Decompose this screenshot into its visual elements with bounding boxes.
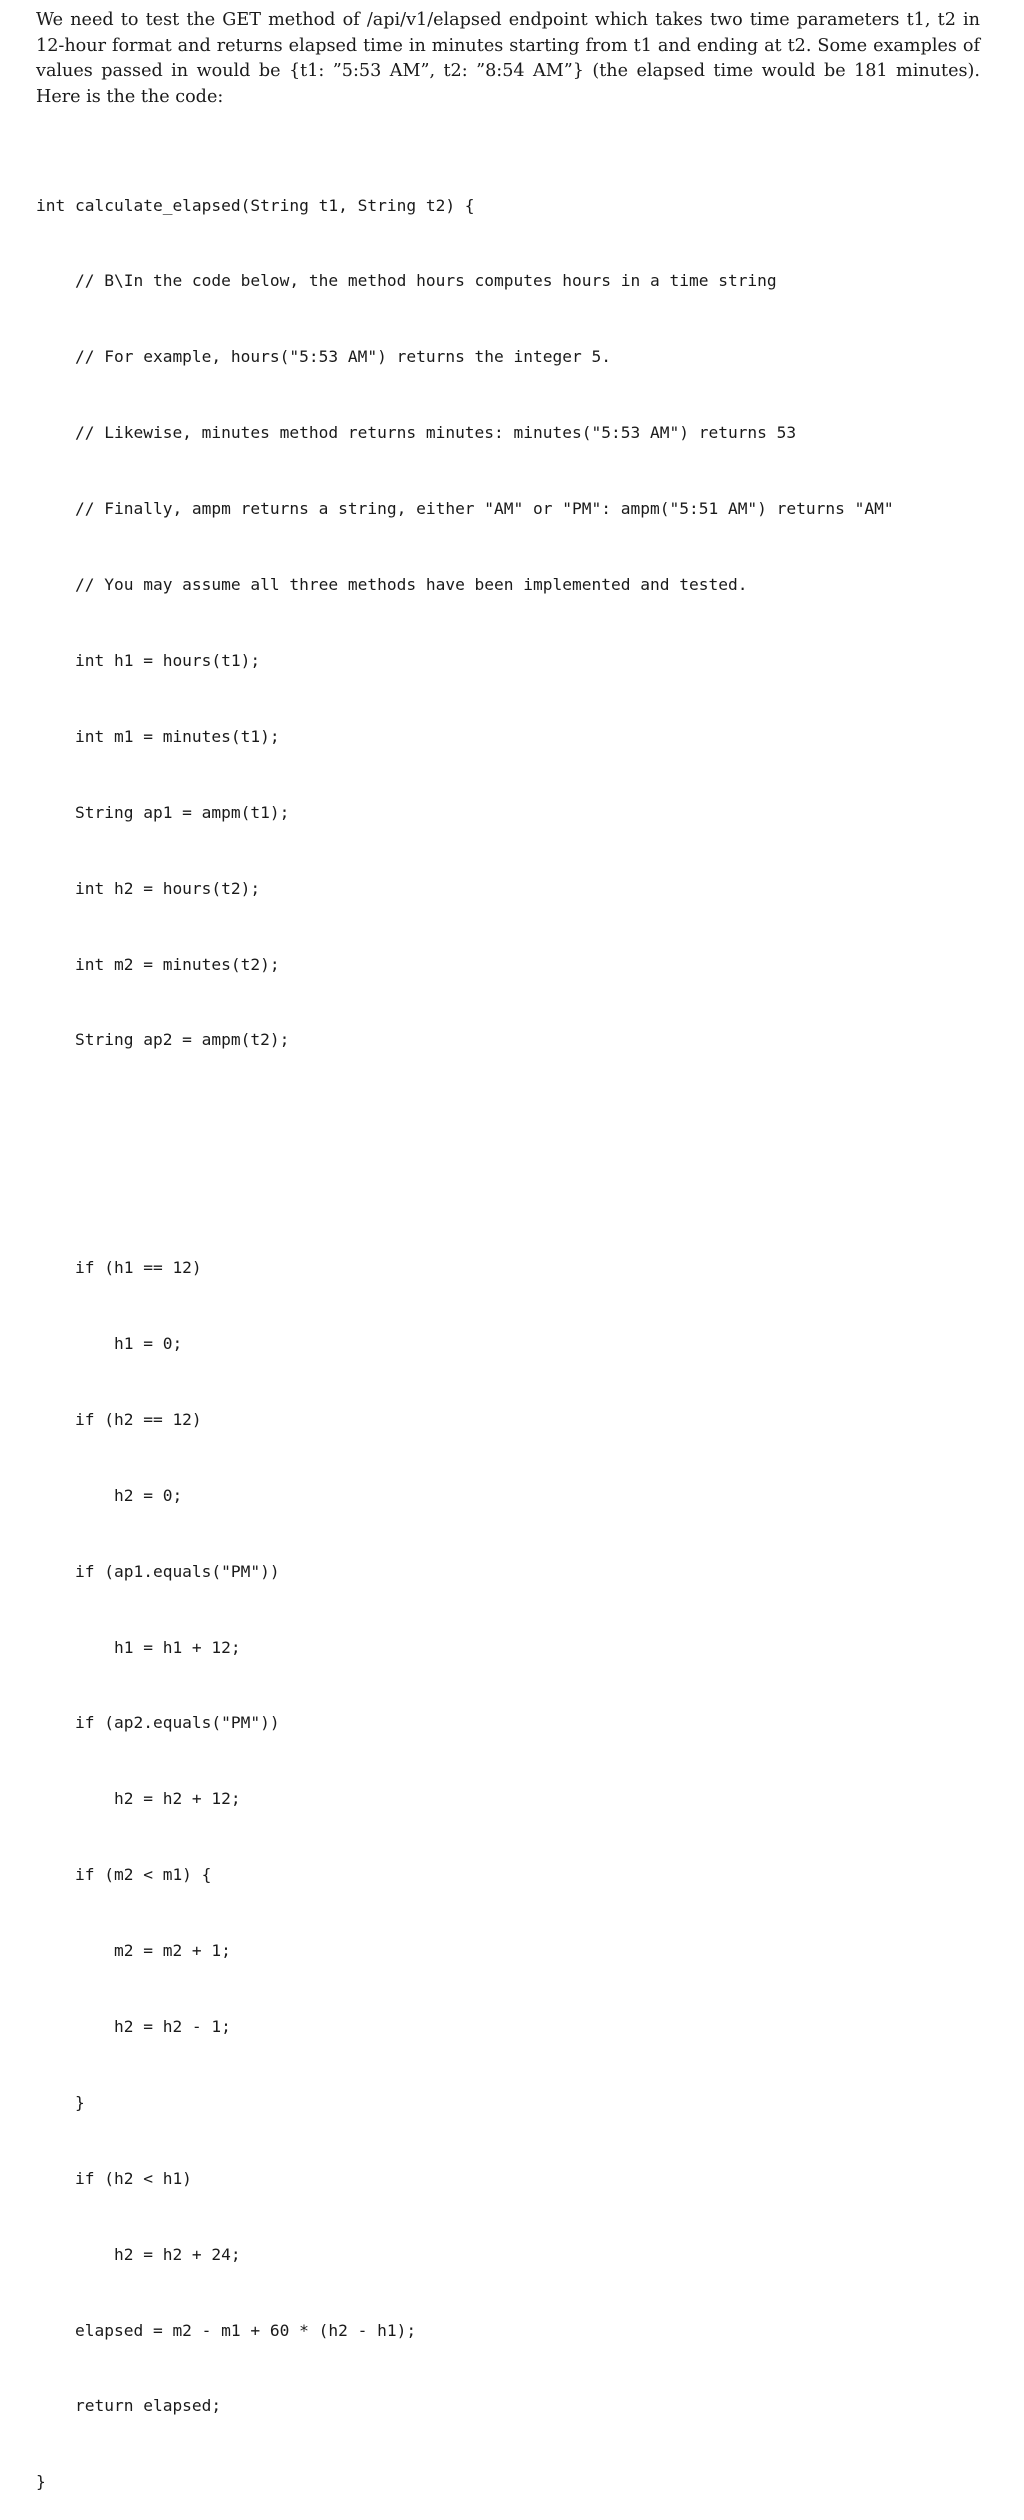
code-line: if (h1 == 12) (36, 1258, 202, 1278)
code-line: if (ap2.equals("PM")) (36, 1713, 280, 1733)
code-line: int h2 = hours(t2); (36, 878, 261, 898)
code-line: } (36, 2092, 85, 2112)
code-line: int m1 = minutes(t1); (36, 726, 280, 746)
code-line: h2 = h2 + 12; (36, 1789, 241, 1809)
code-line: String ap2 = ampm(t2); (36, 1030, 290, 1050)
code-line: // For example, hours("5:53 AM") returns the integer 5. (36, 347, 611, 367)
code-line: h1 = 0; (36, 1333, 183, 1353)
code-line: elapsed = m2 - m1 + 60 * (h2 - h1); (36, 2320, 417, 2340)
code-line: h2 = h2 + 24; (36, 2244, 241, 2264)
code-line: // B\In the code below, the method hours computes hours in a time string (36, 271, 777, 291)
code-line: String ap1 = ampm(t1); (36, 802, 290, 822)
code-line: h1 = h1 + 12; (36, 1637, 241, 1657)
code-line: } (36, 2472, 46, 2492)
code-line: int h1 = hours(t1); (36, 650, 261, 670)
description-paragraph: We need to test the GET method of /api/v1/elapsed endpoint which takes two time parameters t1, t2 in 12-hour format and returns elapsed time in minutes starting from t1 and ending at t2. Some examples of values passed in would be {t1: ”5:53 AM”, t2: ”8:54 AM”} (the elapsed time would be 181 minutes). Here is the the code: (36, 10, 980, 107)
code-line: if (ap1.equals("PM")) (36, 1561, 280, 1581)
code-line: if (h2 == 12) (36, 1409, 202, 1429)
code-line (36, 1179, 996, 1204)
code-line: m2 = m2 + 1; (36, 1941, 231, 1961)
code-line: h2 = h2 - 1; (36, 2016, 231, 2036)
code-block (36, 142, 996, 2520)
code-line (36, 1103, 996, 1128)
code-line: if (h2 < h1) (36, 2168, 192, 2188)
code-line: // Finally, ampm returns a string, either "AM" or "PM": ampm("5:51 AM") returns "AM" (36, 499, 894, 519)
code-line: // You may assume all three methods have been implemented and tested. (36, 575, 748, 595)
code-line: int calculate_elapsed(String t1, String t2) { (36, 195, 475, 215)
code-line: int m2 = minutes(t2); (36, 954, 280, 974)
code-line: return elapsed; (36, 2396, 222, 2416)
code-line: // Likewise, minutes method returns minutes: minutes("5:53 AM") returns 53 (36, 423, 797, 443)
code-line: if (m2 < m1) { (36, 1865, 212, 1885)
code-line: h2 = 0; (36, 1485, 183, 1505)
